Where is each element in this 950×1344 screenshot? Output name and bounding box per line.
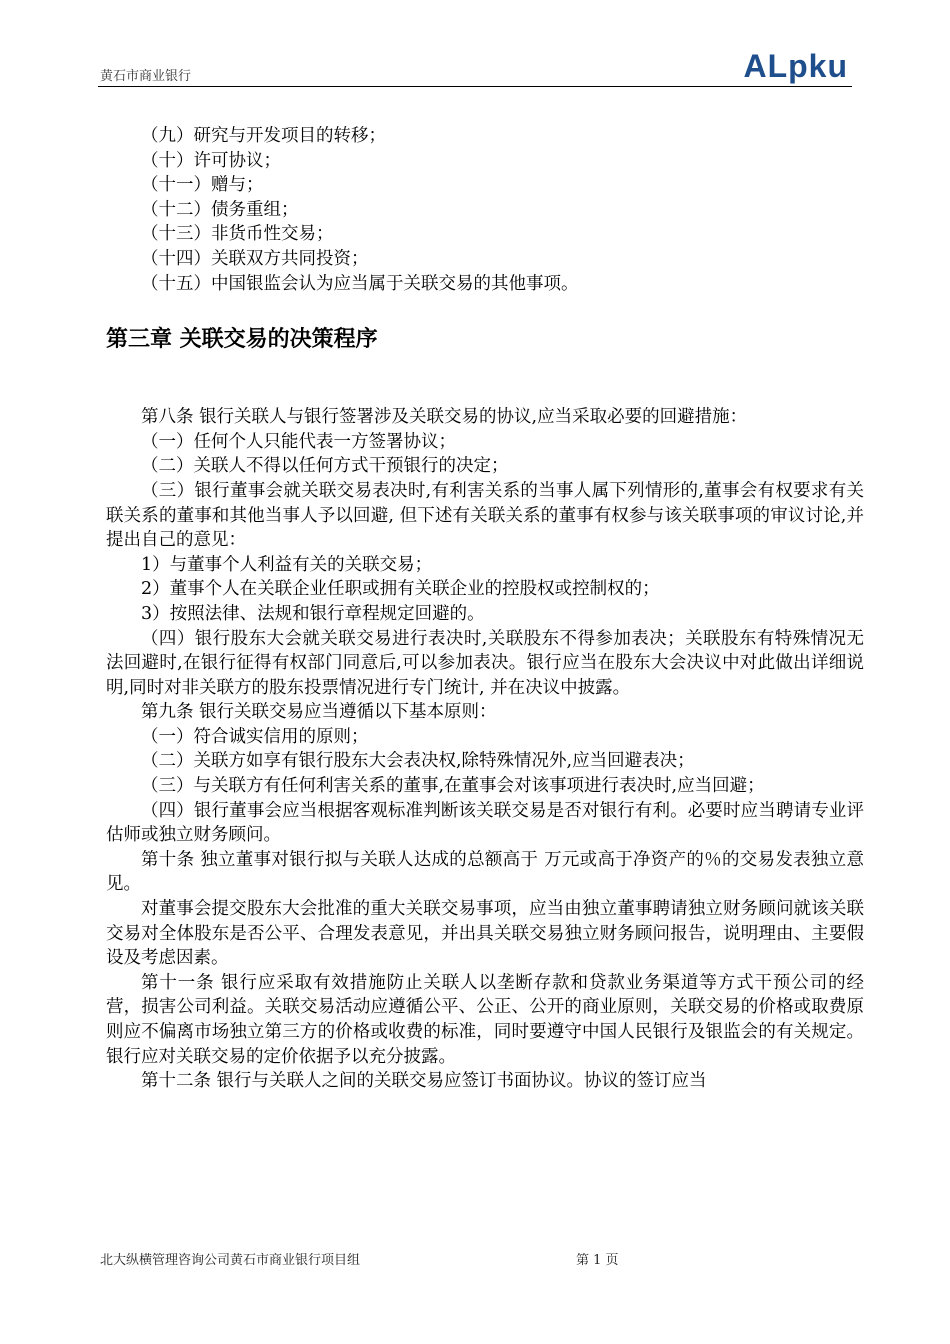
footer-company: 北大纵横管理咨询公司黄石市商业银行项目组 (100, 1253, 361, 1268)
paragraph: （一）符合诚实信用的原则； (141, 726, 369, 747)
chapter-title: 第三章 关联交易的决策程序 (106, 327, 378, 353)
paragraph: 第十一条 银行应采取有效措施防止关联人以垄断存款和贷款业务渠道等方式干预公司的经营，损害公司利益。关联交易活动应遵循公平、公正、公开的商业原则，关联交易的价格或取费原则应不偏离市场独立第三方的价格或收费的标准，同时要遵守中国人民银行及银监会的有关规定。银行应对关联交易的定价依据予以充分披露。 (106, 972, 864, 1067)
list-item: （十二）债务重组； (141, 199, 299, 220)
page-number: 第 1 页 (576, 1253, 619, 1268)
paragraph: 第八条 银行关联人与银行签署涉及关联交易的协议,应当采取必要的回避措施： (141, 407, 748, 428)
paragraph: （四）银行董事会应当根据客观标准判断该关联交易是否对银行有利。必要时应当聘请专业评估师或独立财务顾问。 (106, 800, 864, 846)
paragraph: 第十二条 银行与关联人之间的关联交易应签订书面协议。协议的签订应当 (141, 1071, 707, 1092)
paragraph: （三）银行董事会就关联交易表决时,有利害关系的当事人属下列情形的,董事会有权要求有关联关系的董事和其他当事人予以回避, 但下述有关联关系的董事有权参与该关联事项的审议讨论,并提出自己的意见： (106, 480, 864, 551)
list-item: （十三）非货币性交易； (141, 224, 334, 245)
list-item: （十四）关联双方共同投资； (141, 248, 369, 269)
paragraph: （三）与关联方有任何利害关系的董事,在董事会对该事项进行表决时,应当回避； (141, 776, 765, 797)
paragraph: （四）银行股东大会就关联交易进行表决时,关联股东不得参加表决；关联股东有特殊情况无法回避时,在银行征得有权部门同意后,可以参加表决。银行应当在股东大会决议中对此做出详细说明,同时对非关联方的股东投票情况进行专门统计, 并在决议中披露。 (106, 628, 864, 698)
list-item: （十一）赠与； (141, 175, 264, 196)
list-item: （十）许可协议； (141, 150, 281, 171)
list-item: （十五）中国银监会认为应当属于关联交易的其他事项。 (141, 273, 579, 294)
paragraph: 2）董事个人在关联企业任职或拥有关联企业的控股权或控制权的； (141, 579, 660, 600)
list-item: （九）研究与开发项目的转移； (141, 126, 386, 146)
paragraph: 1）与董事个人利益有关的关联交易； (141, 554, 433, 575)
paragraph: （一）任何个人只能代表一方签署协议； (141, 431, 456, 452)
transaction-type-list (106, 124, 864, 296)
paragraph: （二）关联人不得以任何方式干预银行的决定； (141, 456, 509, 477)
paragraph: 3）按照法律、法规和银行章程规定回避的。 (141, 603, 485, 624)
paragraph: 第九条 银行关联交易应当遵循以下基本原则： (141, 702, 497, 723)
alpku-logo: ALpku (743, 48, 848, 84)
paragraph: （二）关联方如享有银行股东大会表决权,除特殊情况外,应当回避表决； (141, 751, 695, 772)
header-bank-name: 黄石市商业银行 (100, 69, 192, 84)
paragraph: 对董事会提交股东大会批准的重大关联交易事项，应当由独立董事聘请独立财务顾问就该关联交易对全体股东是否公平、合理发表意见，并出具关联交易独立财务顾问报告，说明理由、主要假设及考虑因素。 (106, 899, 864, 969)
page-header (98, 50, 852, 87)
document-body (106, 124, 864, 1094)
paragraph: 第十条 独立董事对银行拟与关联人达成的总额高于 万元或高于净资产的％的交易发表独立意见。 (106, 849, 864, 895)
